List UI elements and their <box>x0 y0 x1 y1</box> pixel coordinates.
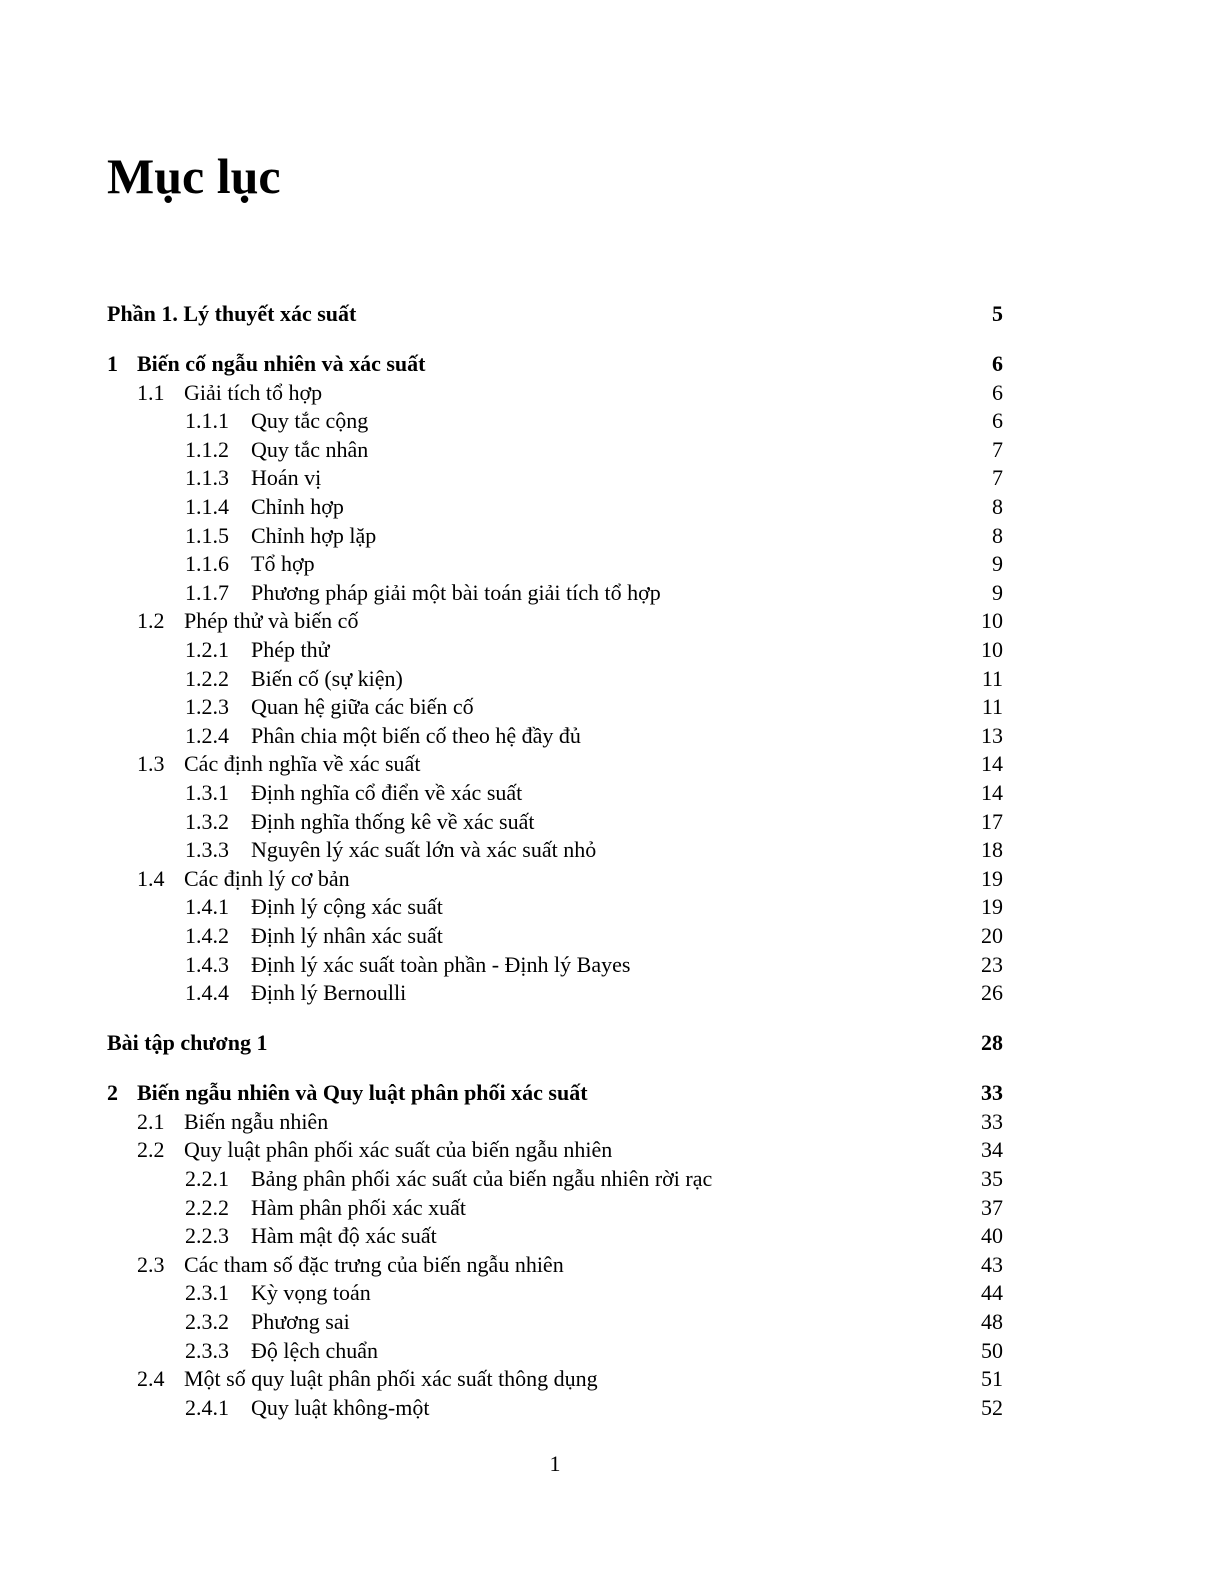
toc-entry-label: Định nghĩa cổ điển về xác suất <box>251 778 528 807</box>
toc-entry-page: 51 <box>981 1366 1003 1392</box>
toc-entry-number: 1.1.1 <box>185 408 229 434</box>
toc-entry-label: Các định nghĩa về xác suất <box>184 749 426 778</box>
toc-entry-number: 2.1 <box>137 1108 165 1134</box>
toc-entry-page: 7 <box>992 436 1003 462</box>
toc-entry-label: Định nghĩa thống kê về xác suất <box>251 807 541 836</box>
toc-entry[interactable] <box>0 578 1003 607</box>
toc-entry[interactable] <box>0 1336 1003 1365</box>
toc-entry[interactable] <box>0 692 1003 721</box>
toc-entry-page: 23 <box>981 951 1003 977</box>
toc-entry[interactable] <box>0 1028 1003 1057</box>
toc-entry-number: 2.2 <box>137 1137 165 1163</box>
toc-entry-label: Biến ngẫu nhiên và Quy luật phân phối xác suất <box>137 1078 594 1107</box>
toc-entry[interactable] <box>0 406 1003 435</box>
toc-entry-label: Quy luật không-một <box>251 1393 435 1422</box>
toc-entry[interactable] <box>0 378 1003 407</box>
toc-entry-page: 8 <box>992 522 1003 548</box>
toc-entry-label: Hàm mật độ xác suất <box>251 1221 443 1250</box>
toc-entry-page: 40 <box>981 1223 1003 1249</box>
toc-entry-page: 11 <box>981 665 1003 691</box>
toc-entry-label: Chỉnh hợp lặp <box>251 521 382 550</box>
toc-entry-number: 2.4.1 <box>185 1394 229 1420</box>
toc-entry-label: Hàm phân phối xác xuất <box>251 1193 472 1222</box>
toc-entry-label: Định lý Bernoulli <box>251 978 412 1007</box>
toc-entry[interactable] <box>0 435 1003 464</box>
toc-entry-label: Định lý nhân xác suất <box>251 921 449 950</box>
toc-entry[interactable] <box>0 950 1003 979</box>
toc-entry-page: 10 <box>981 637 1003 662</box>
toc-entry[interactable] <box>0 606 1003 635</box>
toc-entry-label: Phần 1. Lý thuyết xác suất <box>107 299 362 328</box>
toc-entry-page: 9 <box>992 551 1003 577</box>
toc-entry-page: 19 <box>981 894 1003 920</box>
toc-entry[interactable] <box>0 521 1003 550</box>
toc-entry-page: 26 <box>981 980 1003 1006</box>
page-number: 1 <box>549 1451 561 1476</box>
toc-entry-page: 10 <box>981 608 1003 634</box>
toc-entry[interactable] <box>0 835 1003 864</box>
toc-entry-number: 1.3.1 <box>185 780 229 805</box>
toc-entry-number: 1.4.1 <box>185 894 229 920</box>
toc-entry-page: 13 <box>981 722 1003 748</box>
toc-entry[interactable] <box>0 749 1003 778</box>
toc-entry-number: 1.1.6 <box>185 551 229 577</box>
toc-entry-page: 33 <box>981 1080 1003 1106</box>
toc-entry-page: 44 <box>981 1280 1003 1306</box>
toc-entry[interactable] <box>0 978 1003 1007</box>
toc-entry-page: 9 <box>992 579 1003 605</box>
toc-entry[interactable] <box>0 1364 1003 1393</box>
toc-entry-number: 1.2 <box>137 608 165 634</box>
toc-entry-page: 43 <box>981 1251 1003 1277</box>
toc-entry[interactable] <box>0 1393 1003 1422</box>
toc-entry-number: 1.4.4 <box>185 980 229 1006</box>
toc-entry[interactable] <box>0 549 1003 578</box>
toc-entry[interactable] <box>0 664 1003 693</box>
toc-entry[interactable] <box>0 1221 1003 1250</box>
toc-entry[interactable] <box>0 463 1003 492</box>
toc-entry-number: 1.4.3 <box>185 951 229 977</box>
toc-entry-page: 34 <box>981 1137 1003 1163</box>
toc-entry-page: 28 <box>981 1030 1003 1056</box>
toc-entry-page: 6 <box>992 408 1003 434</box>
toc-entry-label: Định lý xác suất toàn phần - Định lý Bayes <box>251 950 636 979</box>
toc-entry-label: Phương pháp giải một bài toán giải tích tổ hợp <box>251 578 667 607</box>
toc-entry-label: Phân chia một biến cố theo hệ đầy đủ <box>251 721 587 750</box>
toc-entry-label: Độ lệch chuẩn <box>251 1336 384 1365</box>
toc-entry[interactable] <box>0 1107 1003 1136</box>
toc-entry-number: 1.4.2 <box>185 923 229 948</box>
toc-entry-label: Phương sai <box>251 1307 356 1336</box>
toc-entry-label: Định lý cộng xác suất <box>251 892 449 921</box>
toc-entry-page: 6 <box>992 379 1003 405</box>
toc-entry-label: Biến ngẫu nhiên <box>184 1107 334 1136</box>
toc-entry-number: 1.4 <box>137 865 165 891</box>
toc-entry-label: Các tham số đặc trưng của biến ngẫu nhiên <box>184 1250 570 1279</box>
toc-entry-number: 2.3.1 <box>185 1280 229 1306</box>
toc-entry-number: 1.1 <box>137 379 165 405</box>
toc-entry-number: 1.2.2 <box>185 665 229 691</box>
toc-entry-number: 2.3 <box>137 1251 165 1277</box>
toc-entry[interactable] <box>0 492 1003 521</box>
toc-entry-number: 1.2.4 <box>185 722 229 748</box>
toc-entry-page: 48 <box>981 1309 1003 1334</box>
toc-entry-number: 1.3 <box>137 751 165 777</box>
toc-entry-label: Quan hệ giữa các biến cố <box>251 692 480 721</box>
toc-entry[interactable] <box>0 721 1003 750</box>
toc-entry-label: Hoán vị <box>251 463 327 492</box>
toc-entry-number: 2.3.2 <box>185 1309 229 1334</box>
toc-entry-page: 14 <box>981 780 1003 805</box>
toc-entry[interactable] <box>0 864 1003 893</box>
toc-entry[interactable] <box>0 1250 1003 1279</box>
toc-entry-number: 2.3.3 <box>185 1337 229 1363</box>
toc-entry-page: 33 <box>981 1108 1003 1134</box>
toc-entry-number: 2.2.3 <box>185 1223 229 1249</box>
toc-entry-number: 1.1.2 <box>185 436 229 462</box>
toc-entry-page: 37 <box>981 1194 1003 1220</box>
toc-entry-label: Chỉnh hợp <box>251 492 350 521</box>
toc-entry[interactable] <box>0 1307 1003 1336</box>
toc-entry-label: Một số quy luật phân phối xác suất thông dụng <box>184 1364 604 1393</box>
toc-entry-number: 2.4 <box>137 1366 165 1392</box>
toc-entry-page: 7 <box>992 465 1003 491</box>
toc-entry-label: Bài tập chương 1 <box>107 1028 273 1057</box>
toc-entry-number: 1.1.3 <box>185 465 229 491</box>
toc-entry-label: Giải tích tổ hợp <box>184 378 328 407</box>
toc-entry-page: 19 <box>981 865 1003 891</box>
toc-entry[interactable] <box>0 349 1003 378</box>
toc-entry-label: Quy tắc nhân <box>251 435 374 464</box>
toc-entry-label: Kỳ vọng toán <box>251 1278 377 1307</box>
toc-entry-page: 11 <box>981 694 1003 720</box>
toc-entry[interactable] <box>0 921 1003 950</box>
toc-entry-number: 1.1.5 <box>185 522 229 548</box>
toc-entry-page: 8 <box>992 494 1003 519</box>
toc-entry-label: Các định lý cơ bản <box>184 864 356 893</box>
toc-entry-page: 52 <box>981 1394 1003 1420</box>
toc-entry[interactable] <box>0 1078 1003 1107</box>
toc-entry-label: Biến cố (sự kiện) <box>251 664 409 693</box>
toc-entry-label: Bảng phân phối xác suất của biến ngẫu nhiên rời rạc <box>251 1164 718 1193</box>
toc-entry-page: 18 <box>981 837 1003 863</box>
toc-entry-page: 5 <box>992 301 1003 326</box>
toc-entry[interactable] <box>0 635 1003 664</box>
toc-entry-label: Nguyên lý xác suất lớn và xác suất nhỏ <box>251 835 602 864</box>
toc-entry[interactable] <box>0 1164 1003 1193</box>
toc-entry-number: 1.3.3 <box>185 837 229 863</box>
toc-entry-number: 1 <box>107 351 118 376</box>
toc-entry[interactable] <box>0 892 1003 921</box>
toc-entry-label: Quy luật phân phối xác suất của biến ngẫu nhiên <box>184 1135 618 1164</box>
toc-entry-number: 1.2.1 <box>185 637 229 662</box>
toc-entry-number: 2.2.2 <box>185 1194 229 1220</box>
toc-entry-number: 1.1.4 <box>185 494 229 519</box>
toc-entry[interactable] <box>0 1135 1003 1164</box>
toc-entry[interactable] <box>0 778 1003 807</box>
toc-entry-label: Phép thử <box>251 635 336 664</box>
page-title: Mục lục <box>107 148 281 204</box>
toc-entry-number: 1.2.3 <box>185 694 229 720</box>
toc-entry-label: Biến cố ngẫu nhiên và xác suất <box>137 349 432 378</box>
toc-entry-page: 17 <box>981 808 1003 834</box>
toc-entry-label: Quy tắc cộng <box>251 406 374 435</box>
toc-entry-number: 1.3.2 <box>185 808 229 834</box>
toc-entry[interactable] <box>0 299 1003 328</box>
toc-entry-page: 6 <box>992 351 1003 376</box>
toc-entry-number: 2 <box>107 1080 118 1106</box>
toc-entry-page: 14 <box>981 751 1003 777</box>
toc-entry-page: 35 <box>981 1166 1003 1191</box>
toc-entry-number: 1.1.7 <box>185 579 229 605</box>
toc-entry[interactable] <box>0 807 1003 836</box>
toc-entry-label: Tổ hợp <box>251 549 321 578</box>
toc-entry-number: 2.2.1 <box>185 1166 229 1191</box>
toc-entry[interactable] <box>0 1193 1003 1222</box>
toc-entry-page: 20 <box>981 923 1003 948</box>
toc-entry-page: 50 <box>981 1337 1003 1363</box>
toc-entry[interactable] <box>0 1278 1003 1307</box>
toc-entry-label: Phép thử và biến cố <box>184 606 364 635</box>
